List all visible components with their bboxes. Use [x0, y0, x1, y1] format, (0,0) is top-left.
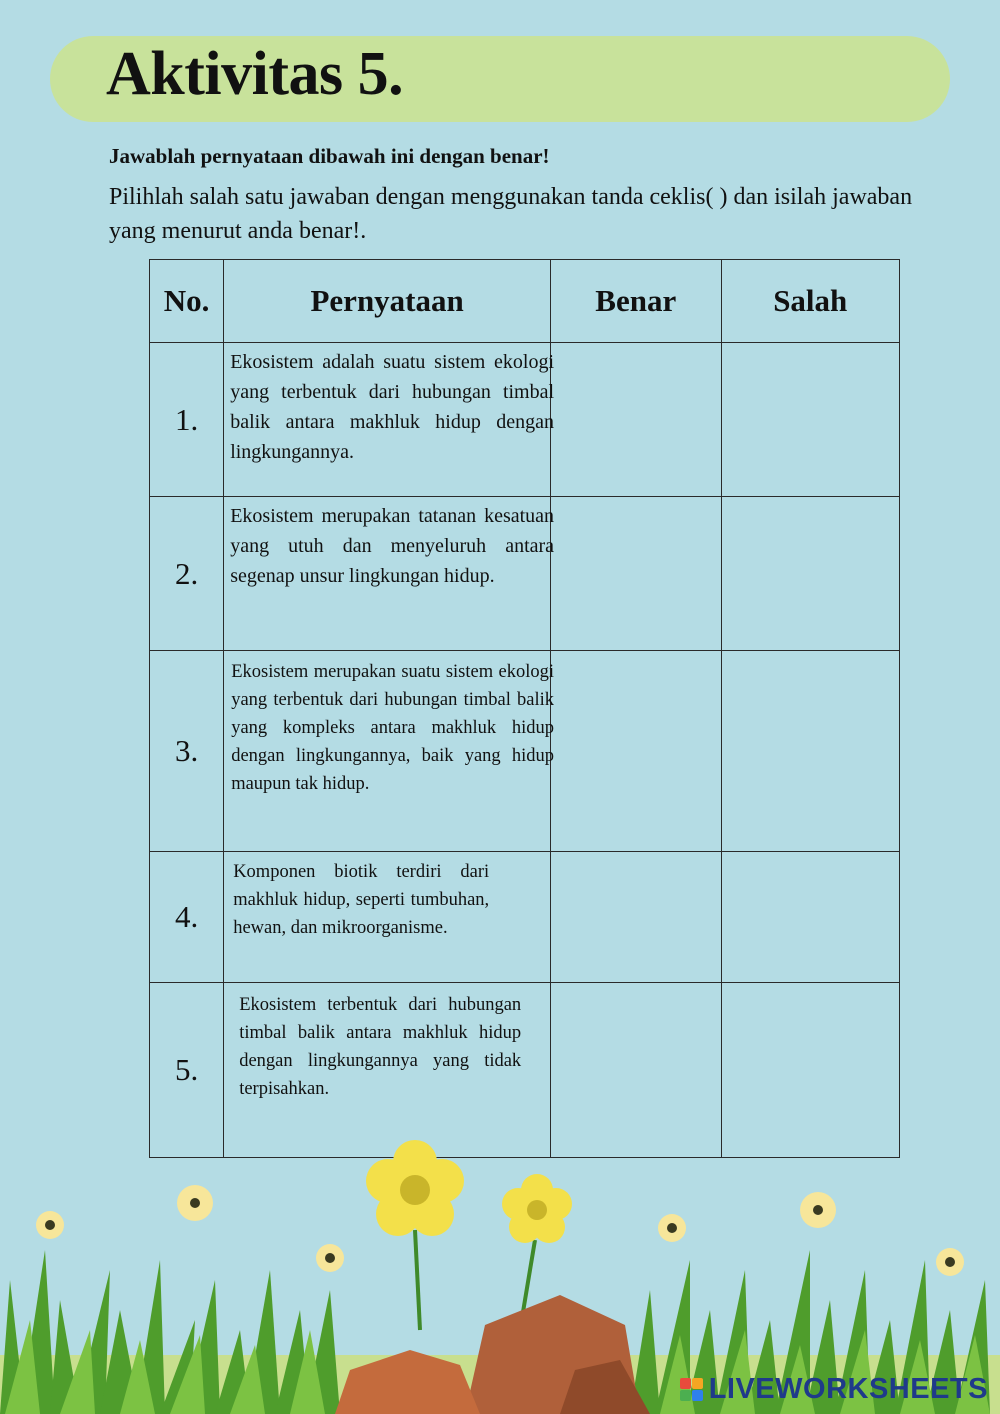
statement-cell [224, 651, 555, 852]
header-true: Benar [551, 260, 721, 343]
logo-square-l [680, 1378, 691, 1389]
answer-true-cell[interactable] [551, 343, 721, 497]
answer-false-cell[interactable] [721, 343, 900, 497]
table-row [150, 497, 900, 651]
header-false: Salah [721, 260, 900, 343]
statement-text: Ekosistem adalah suatu sistem ekologi yang terbentuk dari hubungan timbal balik antara makhluk hidup dengan lingkungannya. [230, 351, 555, 463]
logo-square-e [692, 1390, 703, 1401]
page-title: Aktivitas 5. [106, 40, 404, 108]
logo-square-i [692, 1378, 703, 1389]
table-row [150, 343, 900, 497]
statement-text: Ekosistem terbentuk dari hubungan timbal balik antara makhluk hidup dengan lingkungannya yang tidak terpisahkan. [239, 995, 522, 1099]
answer-false-cell[interactable] [721, 852, 900, 983]
answer-true-cell[interactable] [551, 497, 721, 651]
brand-name: LIVEWORKSHEETS [708, 1373, 988, 1405]
row-number: 3. [150, 651, 224, 852]
row-number: 5. [150, 983, 224, 1158]
statement-table [149, 259, 900, 1158]
row-number: 1. [150, 343, 224, 497]
statement-text: Komponen biotik terdiri dari makhluk hidup, seperti tumbuhan, hewan, dan mikroorganisme. [233, 862, 490, 938]
statement-cell [224, 497, 555, 651]
yellow-flowers [366, 1140, 572, 1330]
liveworksheets-logo-icon [680, 1378, 703, 1401]
small-flowers [36, 1185, 964, 1276]
liveworksheets-brand [680, 1373, 988, 1406]
statement-cell [224, 852, 551, 983]
table-row [150, 852, 900, 983]
instruction-bold: Jawablah pernyataan dibawah ini dengan benar! [109, 144, 550, 168]
rocks [335, 1295, 650, 1414]
answer-true-cell[interactable] [551, 852, 721, 983]
answer-false-cell[interactable] [721, 497, 900, 651]
answer-false-cell[interactable] [721, 651, 900, 852]
garden-illustration [0, 1130, 1000, 1414]
logo-square-v [680, 1390, 691, 1401]
row-number: 2. [150, 497, 224, 651]
statement-text: Ekosistem merupakan tatanan kesatuan yang utuh dan menyeluruh antara segenap unsur lingkungan hidup. [230, 505, 555, 587]
row-number: 4. [150, 852, 224, 983]
header-no: No. [150, 260, 224, 343]
table-header-row [150, 260, 900, 343]
table-row [150, 651, 900, 852]
instruction-text: Pilihlah salah satu jawaban dengan menggunakan tanda ceklis( ) dan isilah jawaban yang menurut anda benar!. [109, 184, 913, 244]
statement-text: Ekosistem merupakan suatu sistem ekologi yang terbentuk dari hubungan timbal balik yang kompleks antara makhluk hidup dengan lingkungannya, baik yang hidup maupun tak hidup. [231, 662, 555, 794]
header-statement: Pernyataan [224, 260, 551, 343]
answer-true-cell[interactable] [551, 651, 721, 852]
statement-cell [224, 343, 555, 497]
